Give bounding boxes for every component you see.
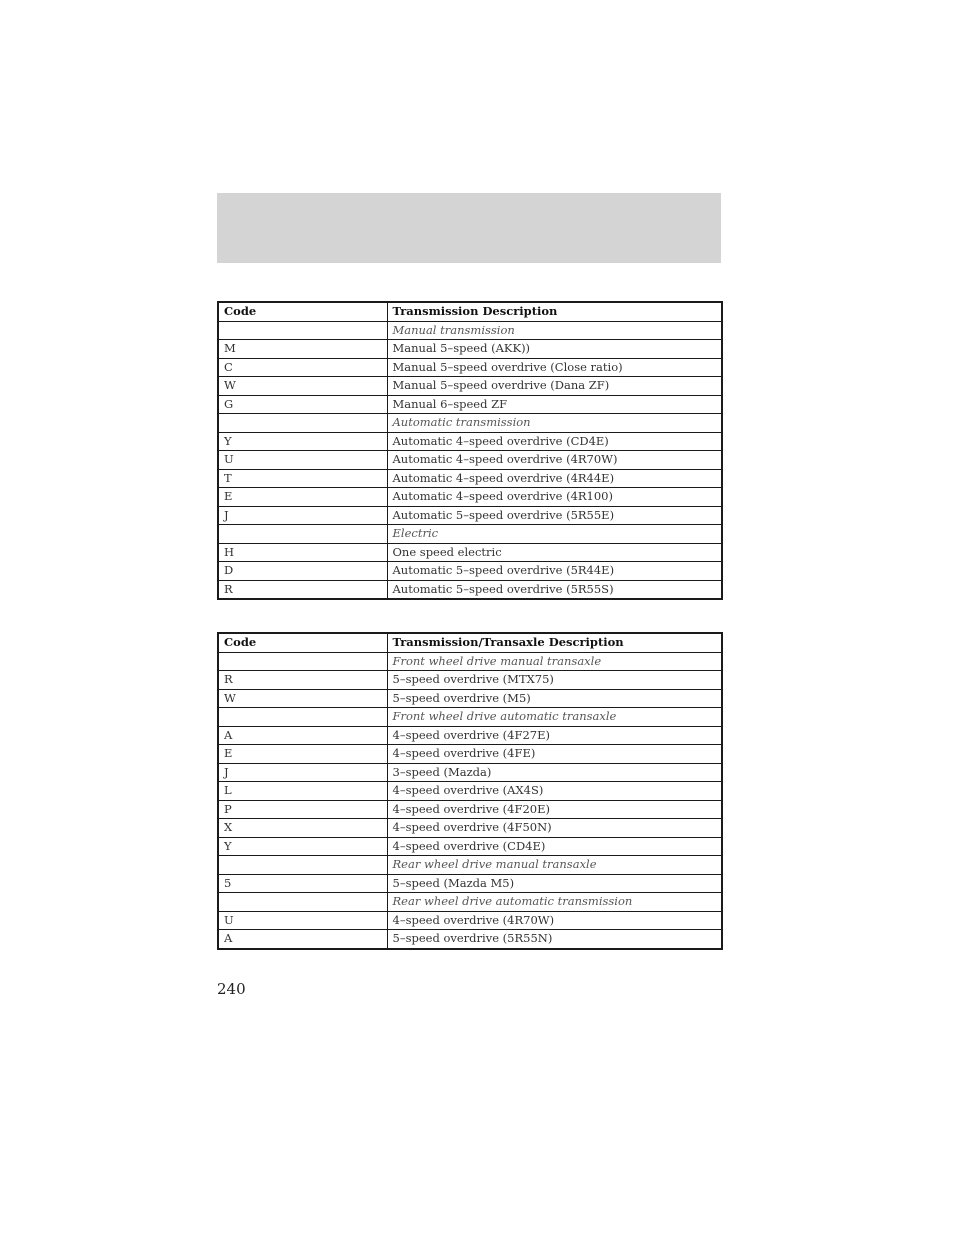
- table-row: [218, 562, 722, 581]
- table-row: [218, 506, 722, 525]
- table-row: [218, 395, 722, 414]
- table-row: [218, 469, 722, 488]
- code-cell: E: [218, 745, 387, 764]
- code-cell: [218, 414, 387, 433]
- code-cell: P: [218, 800, 387, 819]
- code-cell: U: [218, 911, 387, 930]
- table-row: [218, 432, 722, 451]
- description-cell: One speed electric: [387, 543, 722, 562]
- section-label-cell: Manual transmission: [387, 321, 722, 340]
- table-header-row: [218, 633, 722, 652]
- description-cell: Automatic 5–speed overdrive (5R55E): [387, 506, 722, 525]
- table-row: [218, 543, 722, 562]
- description-cell: Automatic 5–speed overdrive (5R55S): [387, 580, 722, 599]
- table-row: [218, 671, 722, 690]
- column-header-description: Transmission Description: [387, 302, 722, 321]
- table-row: [218, 580, 722, 599]
- description-cell: 5–speed (Mazda M5): [387, 874, 722, 893]
- description-cell: 4–speed overdrive (4F50N): [387, 819, 722, 838]
- column-header-code: Code: [218, 633, 387, 652]
- description-cell: 5–speed overdrive (M5): [387, 689, 722, 708]
- section-row: [218, 893, 722, 912]
- code-cell: [218, 856, 387, 875]
- section-row: [218, 414, 722, 433]
- section-label-cell: Front wheel drive automatic transaxle: [387, 708, 722, 727]
- description-cell: Automatic 4–speed overdrive (CD4E): [387, 432, 722, 451]
- section-row: [218, 652, 722, 671]
- code-cell: [218, 708, 387, 727]
- table-body: [218, 652, 722, 949]
- code-cell: [218, 652, 387, 671]
- table-row: [218, 837, 722, 856]
- code-cell: H: [218, 543, 387, 562]
- code-cell: R: [218, 671, 387, 690]
- column-header-description: Transmission/Transaxle Description: [387, 633, 722, 652]
- section-header-band: [217, 193, 721, 263]
- table-row: [218, 800, 722, 819]
- description-cell: Manual 5–speed overdrive (Dana ZF): [387, 377, 722, 396]
- table-row: [218, 763, 722, 782]
- description-cell: 5–speed overdrive (5R55N): [387, 930, 722, 949]
- description-cell: Manual 5–speed overdrive (Close ratio): [387, 358, 722, 377]
- description-cell: 4–speed overdrive (AX4S): [387, 782, 722, 801]
- code-cell: D: [218, 562, 387, 581]
- description-cell: Manual 5–speed (AKK)): [387, 340, 722, 359]
- code-cell: W: [218, 377, 387, 396]
- description-cell: 5–speed overdrive (MTX75): [387, 671, 722, 690]
- code-cell: Y: [218, 837, 387, 856]
- transmission-code-table: [217, 301, 723, 600]
- table-row: [218, 782, 722, 801]
- table-body: [218, 321, 722, 599]
- section-label-cell: Electric: [387, 525, 722, 544]
- table-row: [218, 930, 722, 949]
- section-row: [218, 708, 722, 727]
- table-row: [218, 689, 722, 708]
- code-cell: 5: [218, 874, 387, 893]
- section-label-cell: Front wheel drive manual transaxle: [387, 652, 722, 671]
- section-row: [218, 525, 722, 544]
- description-cell: 4–speed overdrive (4F27E): [387, 726, 722, 745]
- section-label-cell: Automatic transmission: [387, 414, 722, 433]
- code-cell: X: [218, 819, 387, 838]
- code-cell: J: [218, 506, 387, 525]
- code-cell: [218, 893, 387, 912]
- description-cell: Automatic 4–speed overdrive (4R70W): [387, 451, 722, 470]
- code-cell: A: [218, 726, 387, 745]
- page-number: 240: [217, 980, 246, 998]
- table-row: [218, 451, 722, 470]
- description-cell: 4–speed overdrive (CD4E): [387, 837, 722, 856]
- table-row: [218, 358, 722, 377]
- description-cell: 3–speed (Mazda): [387, 763, 722, 782]
- code-cell: C: [218, 358, 387, 377]
- section-row: [218, 856, 722, 875]
- column-header-code: Code: [218, 302, 387, 321]
- description-cell: Manual 6–speed ZF: [387, 395, 722, 414]
- description-cell: Automatic 5–speed overdrive (5R44E): [387, 562, 722, 581]
- code-cell: G: [218, 395, 387, 414]
- code-cell: E: [218, 488, 387, 507]
- description-cell: 4–speed overdrive (4F20E): [387, 800, 722, 819]
- table-row: [218, 874, 722, 893]
- code-cell: T: [218, 469, 387, 488]
- code-cell: [218, 525, 387, 544]
- code-cell: U: [218, 451, 387, 470]
- code-cell: L: [218, 782, 387, 801]
- code-cell: R: [218, 580, 387, 599]
- description-cell: 4–speed overdrive (4R70W): [387, 911, 722, 930]
- table-row: [218, 911, 722, 930]
- section-row: [218, 321, 722, 340]
- table-header-row: [218, 302, 722, 321]
- section-label-cell: Rear wheel drive manual transaxle: [387, 856, 722, 875]
- code-cell: A: [218, 930, 387, 949]
- table-row: [218, 819, 722, 838]
- code-cell: M: [218, 340, 387, 359]
- code-cell: J: [218, 763, 387, 782]
- table-row: [218, 488, 722, 507]
- description-cell: 4–speed overdrive (4FE): [387, 745, 722, 764]
- description-cell: Automatic 4–speed overdrive (4R44E): [387, 469, 722, 488]
- table-row: [218, 726, 722, 745]
- description-cell: Automatic 4–speed overdrive (4R100): [387, 488, 722, 507]
- code-cell: Y: [218, 432, 387, 451]
- table-row: [218, 377, 722, 396]
- table-row: [218, 340, 722, 359]
- code-cell: [218, 321, 387, 340]
- transaxle-code-table: [217, 632, 723, 950]
- table-row: [218, 745, 722, 764]
- code-cell: W: [218, 689, 387, 708]
- section-label-cell: Rear wheel drive automatic transmission: [387, 893, 722, 912]
